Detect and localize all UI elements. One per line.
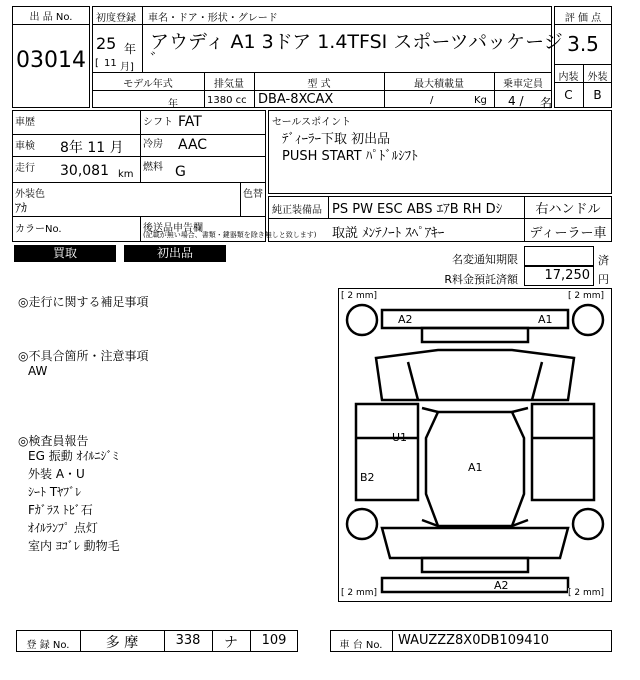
mark-front-a1: A1 bbox=[538, 313, 553, 326]
inspector-item: 室内 ﾖｺﾞﾚ 動物毛 bbox=[28, 539, 120, 553]
tire-front-left bbox=[347, 305, 377, 335]
ac-label: 冷房 bbox=[143, 139, 163, 150]
lot-number: 03014 bbox=[16, 48, 86, 73]
displacement-label: 排気量 bbox=[214, 79, 244, 90]
front-grille bbox=[422, 328, 528, 342]
tire-bl-depth: [ 2 mm] bbox=[341, 588, 378, 598]
registration-area: 多 摩 bbox=[105, 635, 139, 651]
inspection-value: 8年 11 月 bbox=[60, 140, 124, 156]
reg-month: 11 bbox=[104, 58, 117, 69]
tag-kaitori: 買取 bbox=[14, 245, 116, 262]
fuel-value: G bbox=[175, 164, 186, 180]
sales-label: セールスポイント bbox=[272, 117, 352, 128]
tire-rear-right bbox=[573, 509, 603, 539]
mileage-label: 走行 bbox=[15, 163, 35, 174]
mileage-value: 30,081 bbox=[60, 163, 109, 179]
mark-u1: U1 bbox=[392, 431, 408, 444]
color-no-label: カラーNo. bbox=[15, 224, 62, 235]
hood bbox=[376, 350, 574, 400]
drive-side: 右ハンドル bbox=[535, 202, 601, 217]
ext-color-value: ｱｶ bbox=[15, 201, 28, 215]
car-diagram bbox=[338, 288, 612, 602]
vin-number: WAUZZZ8X0DB109410 bbox=[398, 633, 550, 648]
tag-first-listing: 初出品 bbox=[124, 245, 226, 262]
tire-rear-left bbox=[347, 509, 377, 539]
shift-label: シフト bbox=[143, 117, 173, 128]
aftermarket-label: 後送品申告欄 bbox=[143, 223, 203, 234]
aftermarket-note: (記載が無い場合、書類・鍵器類を除き無しと致します) bbox=[143, 231, 317, 239]
registration-kana: ナ bbox=[224, 635, 238, 651]
car-name-label: 車名・ドア・形状・グレード bbox=[148, 13, 278, 24]
model-type: DBA-8XCAX bbox=[258, 92, 334, 107]
vin-label: 車 台 No. bbox=[339, 640, 383, 651]
exterior-grade: B bbox=[593, 88, 602, 102]
mileage-unit: km bbox=[118, 169, 134, 180]
first-reg-label: 初度登録 bbox=[96, 13, 136, 24]
registration-class: 338 bbox=[175, 633, 201, 648]
interior-label: 内装 bbox=[558, 72, 579, 83]
load-unit: Kg bbox=[474, 95, 487, 106]
trunk bbox=[382, 528, 568, 558]
inspection-label: 車検 bbox=[15, 141, 35, 152]
defect-item: AW bbox=[28, 364, 48, 378]
defects-title: ◎不具合箇所・注意事項 bbox=[18, 349, 149, 363]
lot-label: 出 品 No. bbox=[29, 12, 73, 23]
inspector-item: ｵｲﾙﾗﾝﾌﾟ 点灯 bbox=[28, 521, 98, 535]
tire-br-depth: [ 2 mm] bbox=[568, 588, 605, 598]
equipment-value: PS PW ESC ABS ｴｱB RH Dｼ bbox=[332, 202, 503, 217]
inspector-item: 外装 A・U bbox=[28, 467, 85, 481]
inspector-title: ◎検査員報告 bbox=[18, 434, 89, 448]
mark-b2: B2 bbox=[360, 471, 375, 484]
tire-tr-depth: [ 2 mm] bbox=[568, 291, 605, 301]
history-label: 車歴 bbox=[15, 117, 35, 128]
driving-notes-title: ◎走行に関する補足事項 bbox=[18, 295, 149, 309]
displacement: 1380 cc bbox=[207, 95, 247, 106]
reg-year-unit: 年 bbox=[124, 42, 137, 56]
grade-label: 評 価 点 bbox=[564, 13, 602, 24]
equipment-label: 純正装備品 bbox=[272, 205, 322, 216]
mark-front-a2: A2 bbox=[398, 313, 413, 326]
ext-color-label: 外装色 bbox=[15, 189, 45, 200]
car-name-cont: ゛ bbox=[150, 50, 167, 69]
exterior-label: 外装 bbox=[587, 72, 608, 83]
dealer-car: ディーラー車 bbox=[529, 226, 607, 241]
sales-line-1: ﾃﾞｨｰﾗｰ下取 初出品 bbox=[282, 132, 391, 147]
interior-grade: C bbox=[564, 88, 573, 102]
reg-month-open: [ bbox=[95, 58, 99, 69]
extras-value: 取説 ﾒﾝﾃﾉｰﾄ ｽﾍﾟｱｷｰ bbox=[332, 226, 445, 241]
capacity: 4 / bbox=[508, 94, 524, 108]
yen-unit: 円 bbox=[598, 273, 609, 286]
left-side-panel bbox=[356, 404, 418, 500]
type-label: 型 式 bbox=[307, 79, 331, 90]
registration-number: 109 bbox=[261, 633, 287, 648]
inspector-item: Fｶﾞﾗｽ ﾄﾋﾞ石 bbox=[28, 503, 93, 517]
paid-mark: 済 bbox=[598, 254, 609, 267]
recycle-label: R料金預託済額 bbox=[444, 273, 518, 286]
capacity-unit: 名 bbox=[540, 96, 553, 110]
notice-label: 名変通知期限 bbox=[452, 253, 518, 266]
notice-box bbox=[524, 246, 594, 266]
capacity-label: 乗車定員 bbox=[503, 79, 543, 90]
model-year-label: モデル年式 bbox=[123, 79, 173, 90]
load-sep: / bbox=[430, 95, 434, 106]
car-name: アウディ A1 3ドア 1.4TFSI スポーツパッケージ bbox=[150, 31, 563, 53]
load-label: 最大積載量 bbox=[414, 79, 464, 90]
tire-tl-depth: [ 2 mm] bbox=[341, 291, 378, 301]
mark-a1: A1 bbox=[468, 461, 483, 474]
recycle-value: 17,250 bbox=[544, 268, 590, 283]
model-year-unit: 年 bbox=[168, 99, 178, 110]
fuel-label: 燃料 bbox=[143, 162, 163, 173]
color-change-label: 色替 bbox=[243, 189, 263, 200]
registration-label: 登 録 No. bbox=[26, 640, 70, 651]
reg-year: 25 bbox=[96, 34, 117, 53]
sales-line-2: PUSH START ﾊﾟﾄﾞﾙｼﾌﾄ bbox=[282, 149, 418, 164]
right-side-panel bbox=[532, 404, 594, 500]
reg-month-unit: 月] bbox=[120, 62, 134, 73]
rear-bumper bbox=[422, 558, 528, 572]
ac-value: AAC bbox=[178, 137, 208, 153]
inspector-item: EG 振動 ｵｲﾙﾆｼﾞﾐ bbox=[28, 449, 119, 463]
mark-rear-a2: A2 bbox=[494, 579, 509, 592]
inspector-item: ｼｰﾄ Tﾔﾌﾞﾚ bbox=[28, 485, 82, 499]
tire-front-right bbox=[573, 305, 603, 335]
grade-score: 3.5 bbox=[567, 32, 599, 56]
shift-value: FAT bbox=[178, 114, 202, 130]
